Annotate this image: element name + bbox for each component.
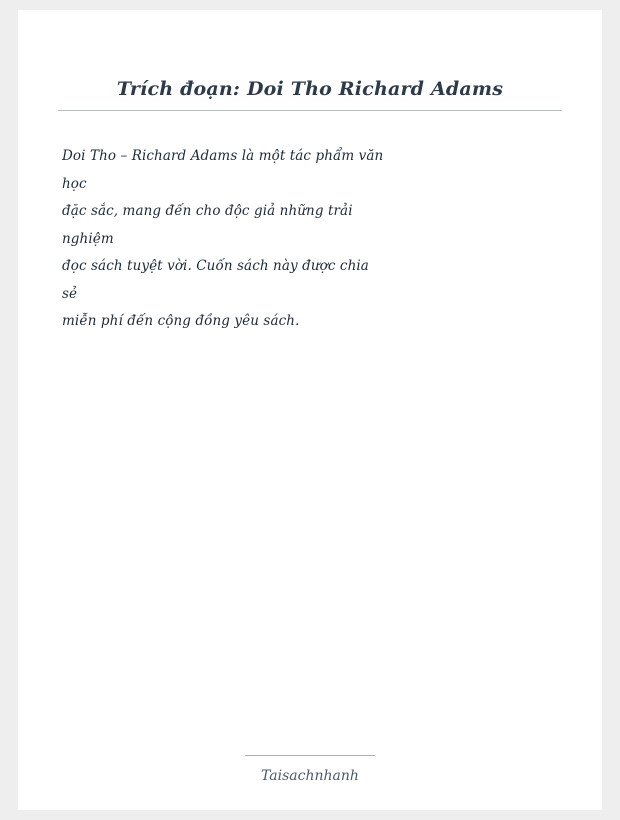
document-content: [18, 10, 602, 810]
body-line: nghiệm: [62, 230, 114, 247]
document-footer: [18, 755, 602, 784]
footer-divider: [245, 755, 375, 756]
body-line: miễn phí đến cộng đồng yêu sách.: [62, 313, 300, 329]
body-line: Doi Tho – Richard Adams là một tác phẩm văn: [62, 148, 384, 164]
body-line: học: [62, 175, 87, 192]
page-title: Trích đoạn: Doi Tho Richard Adams: [116, 78, 504, 100]
body-line: sẻ: [62, 285, 78, 302]
title-divider: [58, 110, 562, 111]
document-page: [18, 10, 602, 810]
body-line: đặc sắc, mang đến cho độc giả những trải: [62, 203, 353, 219]
document-body: [62, 143, 532, 336]
footer-label: Taisachnhanh: [261, 768, 359, 784]
body-line: đọc sách tuyệt vời. Cuốn sách này được chia: [62, 258, 369, 274]
